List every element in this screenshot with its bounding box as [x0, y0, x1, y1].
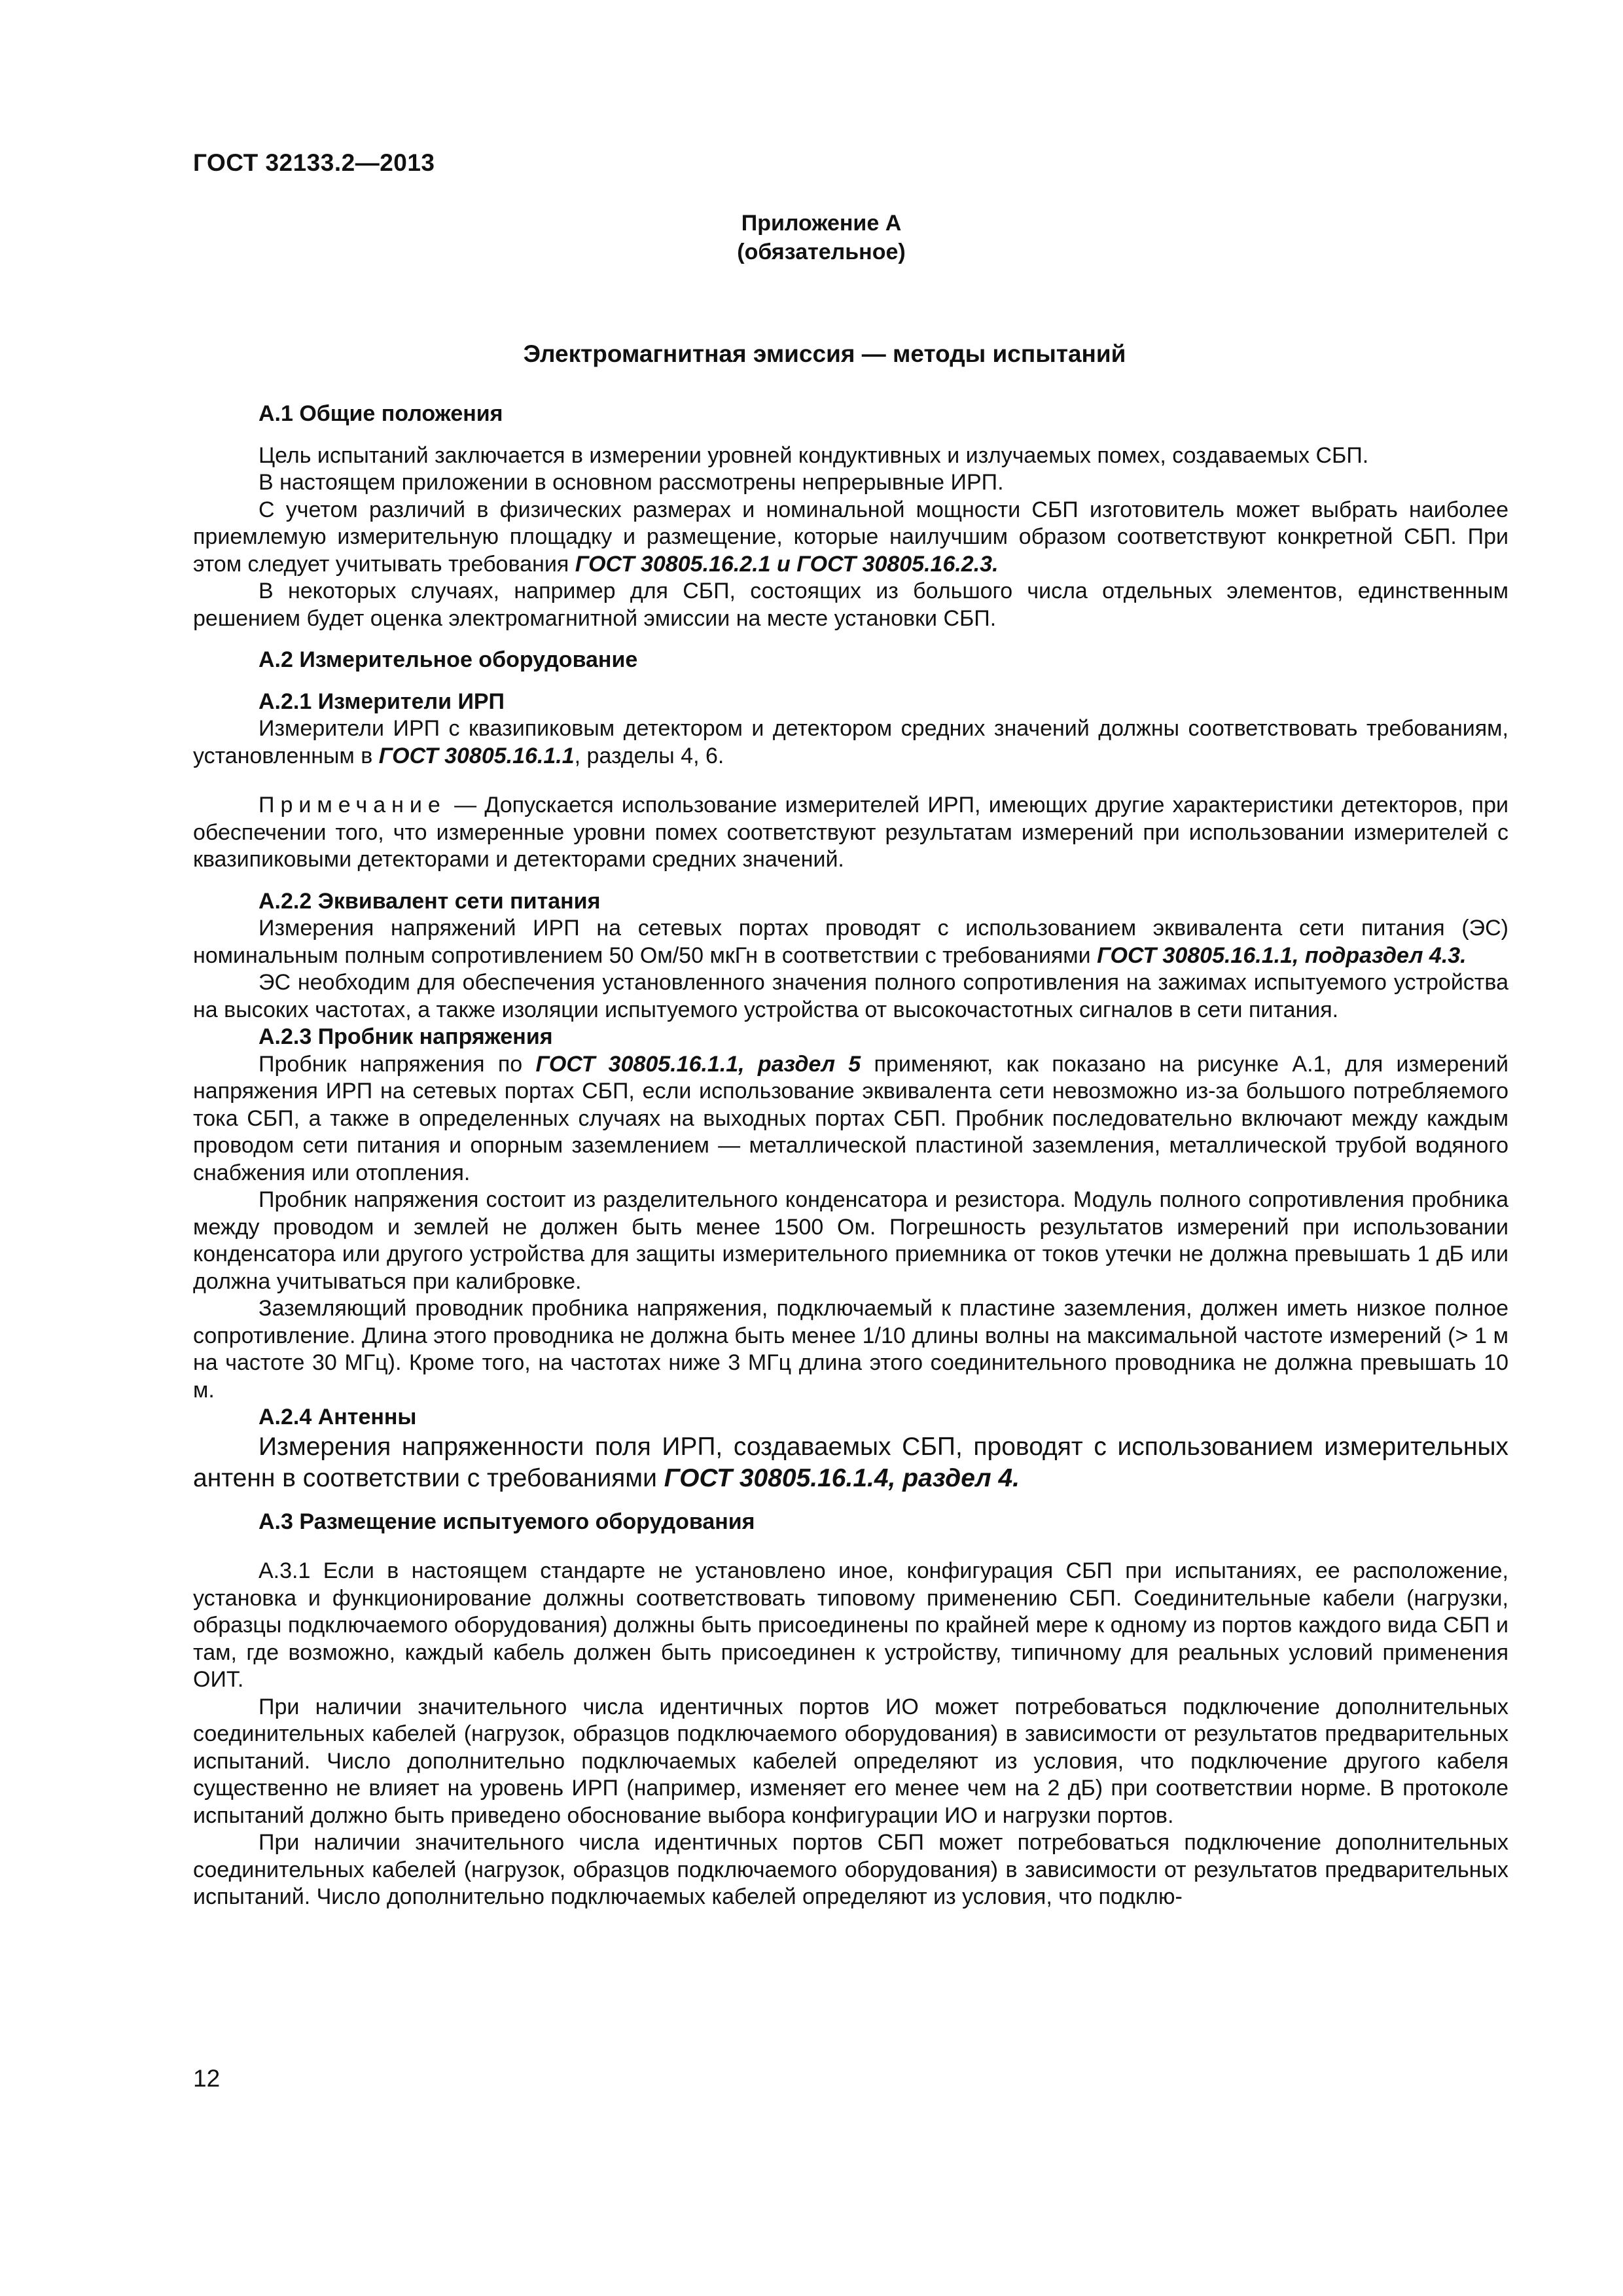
paragraph: [193, 1051, 1508, 1187]
standard-reference: ГОСТ 30805.16.1.1: [378, 743, 575, 768]
subsection-heading-a21: А.2.1 Измерители ИРП: [259, 689, 505, 714]
note-paragraph: [193, 792, 1508, 874]
paragraph: Пробник напряжения состоит из разделительного конденсатора и резистора. Модуль полного сопротивления пробника между проводом и землей не должен быть менее 1500 Ом. Погрешность результатов измерений при использовании конденсатора или другого устройства для защиты измерительного приемника от токов утечки не должна превышать 1 дБ или должна учитываться при калибровке.: [193, 1187, 1508, 1294]
paragraph: [193, 915, 1508, 969]
paragraph: Заземляющий проводник пробника напряжения, подключаемый к пластине заземления, должен иметь низкое полное сопротивление. Длина этого проводника не должна быть менее 1/10 длины волны на максимальной частоте измерений (> 1 м на частоте 30 МГц). Кроме того, на частотах ниже 3 МГц длина этого соединительного проводника не должна превышать 10 м.: [193, 1296, 1508, 1403]
note-label: Примечание: [259, 793, 446, 817]
paragraph: ЭС необходим для обеспечения установленного значения полного сопротивления на зажимах испытуемого устройства на высоких частотах, а также изоляции испытуемого устройства от высокочастотных сигналов в сети питания.: [193, 970, 1508, 1022]
document-body: [193, 401, 1508, 1911]
paragraph-text: С учетом различий в физических размерах и номинальной мощности СБП изготовитель может выбрать наиболее приемлемую измерительную площадку и размещение, которые наилучшим образом соответствуют конкретной СБП. При этом следует учитывать требования: [193, 497, 1508, 577]
note-text: — Допускается использование измерителей ИРП, имеющих другие характеристики детекторов, при обеспечении того, что измеренные уровни помех соответствуют результатам измерений при использовании измерителей с квазипиковыми детекторами и детекторами средних значений.: [193, 793, 1508, 872]
subsection-heading-a22: А.2.2 Эквивалент сети питания: [259, 888, 601, 914]
annex-status: (обязательное): [737, 240, 906, 264]
paragraph: [193, 715, 1508, 770]
standard-reference: ГОСТ 30805.16.2.1 и ГОСТ 30805.16.2.3.: [575, 551, 999, 577]
section-heading-a3: А.3 Размещение испытуемого оборудования: [259, 1509, 755, 1534]
standard-designation: ГОСТ 32133.2—2013: [193, 149, 435, 176]
paragraph: Цель испытаний заключается в измерении уровней кондуктивных и излучаемых помех, создаваемых СБП.: [259, 442, 1369, 468]
paragraph: При наличии значительного числа идентичных портов СБП может потребоваться подключение дополнительных соединительных кабелей (нагрузок, образцов подключаемого оборудования) в зависимости от результатов предварительных испытаний. Число дополнительно подключаемых кабелей определяют из условия, что подклю-: [193, 1830, 1508, 1909]
paragraph: [193, 497, 1508, 579]
subsection-heading-a24: А.2.4 Антенны: [259, 1405, 417, 1429]
annex-label: Приложение А: [741, 211, 902, 236]
section-heading-a2: А.2 Измерительное оборудование: [259, 647, 638, 672]
paragraph-text: Измерители ИРП с квазипиковым детектором и детектором средних значений должны соответствовать требованиям, установленным в: [193, 716, 1508, 768]
paragraph: При наличии значительного числа идентичных портов ИО может потребоваться подключение дополнительных соединительных кабелей (нагрузок, образцов подключаемого оборудования) в зависимости от результатов предварительных испытаний. Число дополнительно подключаемых кабелей определяют из условия, что подключение другого кабеля существенно не влияет на уровень ИРП (например, изменяет его менее чем на 2 дБ) при соответствии норме. В протоколе испытаний должно быть приведено обоснование выбора конфигурации ИО и нагрузки портов.: [193, 1694, 1508, 1828]
paragraph: А.3.1 Если в настоящем стандарте не установлено иное, конфигурация СБП при испытаниях, ее расположение, установка и функционирование должны соответствовать типовому применению СБП. Соединительные кабели (нагрузки, образцы подключаемого оборудования) должны быть присоединены по крайней мере к одному из портов каждого вида СБП и там, где возможно, каждый кабель должен быть присоединен к устройству, типичному для реальных условий применения ОИТ.: [193, 1558, 1508, 1692]
standard-reference: ГОСТ 30805.16.1.1, раздел 5: [535, 1051, 861, 1077]
standard-reference: ГОСТ 30805.16.1.4, раздел 4.: [664, 1463, 1020, 1492]
paragraph-text: применяют, как показано на рисунке А.1, для измерений напряжения ИРП на сетевых портах СБП, если использование эквивалента сети невозможно из-за большого потребляемого тока СБП, а также в определенных случаях на выходных портах СБП. Пробник последовательно включают между каждым проводом сети питания и опорным заземлением — металлической пластиной заземления, металлической трубой водяного снабжения или отопления.: [193, 1051, 1508, 1185]
paragraph-text: Измерения напряженности поля ИРП, создаваемых СБП, проводят с использованием измерительных антенн в соответствии с требованиями: [193, 1432, 1508, 1492]
paragraph: [193, 1431, 1508, 1494]
paragraph-text: Измерения напряжений ИРП на сетевых портах проводят с использованием эквивалента сети питания (ЭС) номинальным полным сопротивлением 50 Ом/50 мкГн в соответствии с требованиями: [193, 916, 1508, 968]
paragraph: В некоторых случаях, например для СБП, состоящих из большого числа отдельных элементов, единственным решением будет оценка электромагнитной эмиссии на месте установки СБП.: [193, 579, 1508, 631]
page-number: 12: [193, 2065, 221, 2092]
section-heading-a1: А.1 Общие положения: [259, 401, 503, 426]
paragraph-text: Пробник напряжения по: [259, 1051, 536, 1077]
standard-reference: ГОСТ 30805.16.1.1, подраздел 4.3.: [1097, 942, 1467, 968]
paragraph-text: , разделы 4, 6.: [574, 743, 724, 768]
paragraph: В настоящем приложении в основном рассмотрены непрерывные ИРП.: [259, 470, 1004, 495]
subsection-heading-a23: А.2.3 Пробник напряжения: [259, 1024, 553, 1049]
annex-title: Электромагнитная эмиссия — методы испытаний: [523, 340, 1126, 367]
